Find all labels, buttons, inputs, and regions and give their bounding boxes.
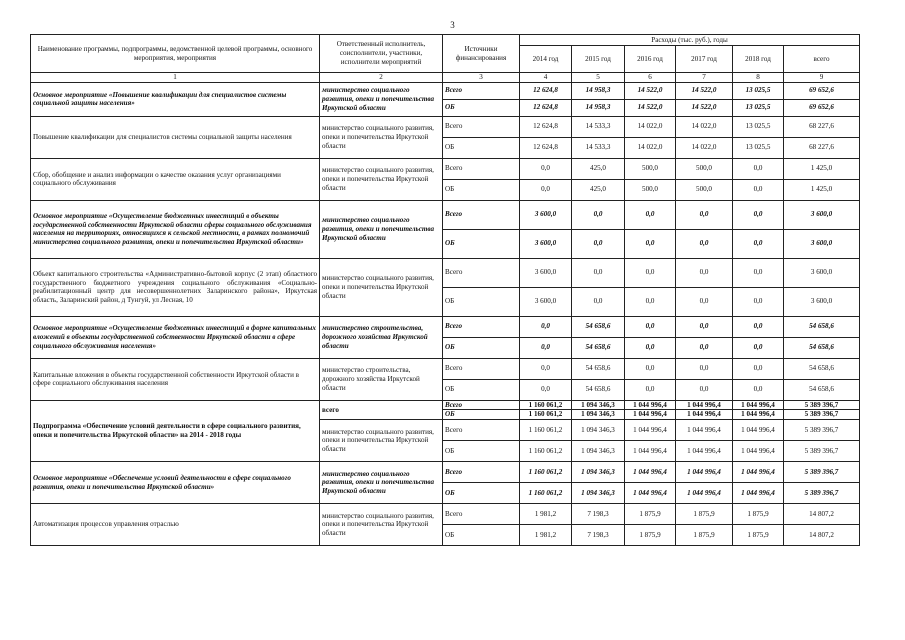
cell-value: 54 658,6: [572, 337, 625, 358]
cell-value: 1 044 996,4: [625, 441, 676, 462]
col-number: 6: [625, 73, 676, 83]
cell-value: 1 044 996,4: [733, 462, 784, 483]
cell-value: 0,0: [733, 358, 784, 379]
cell-value: 425,0: [572, 179, 625, 200]
cell-value: 1 875,9: [625, 504, 676, 525]
row-source: Всего: [443, 504, 520, 525]
cell-total: 3 600,0: [784, 258, 860, 287]
cell-value: 500,0: [676, 179, 733, 200]
cell-value: 0,0: [733, 229, 784, 258]
row-executor: министерство строительства, дорожного хозяйства Иркутской области: [320, 358, 443, 400]
col-number: 7: [676, 73, 733, 83]
row-name: Основное мероприятие «Осуществление бюджетных инвестиций в форме капитальных вложений в объекты государственной собственности Иркутской области в сфере социального обслуживания населения»: [31, 316, 320, 358]
row-source: ОБ: [443, 441, 520, 462]
cell-total: 54 658,6: [784, 316, 860, 337]
cell-value: 1 044 996,4: [676, 441, 733, 462]
table-row: [31, 200, 860, 229]
row-name: Основное мероприятие «Повышение квалификации для специалистов системы социальной защиты населения»: [31, 82, 320, 116]
cell-value: 1 044 996,4: [676, 462, 733, 483]
cell-value: 1 044 996,4: [676, 420, 733, 441]
header-year: 2018 год: [733, 46, 784, 73]
cell-value: 0,0: [520, 337, 572, 358]
cell-value: 1 160 061,2: [520, 441, 572, 462]
cell-value: 0,0: [572, 229, 625, 258]
cell-value: 0,0: [733, 179, 784, 200]
col-number: 1: [31, 73, 320, 83]
cell-value: 7 198,3: [572, 504, 625, 525]
row-source: Всего: [443, 358, 520, 379]
row-source: Всего: [443, 420, 520, 441]
cell-value: 0,0: [676, 379, 733, 400]
header-year: 2017 год: [676, 46, 733, 73]
table-row: [31, 258, 860, 287]
cell-value: 1 044 996,4: [733, 410, 784, 420]
cell-value: 500,0: [676, 158, 733, 179]
cell-value: 7 198,3: [572, 525, 625, 546]
row-source: ОБ: [443, 410, 520, 420]
table-row: [31, 158, 860, 179]
budget-table: [30, 34, 860, 546]
cell-value: 12 624,8: [520, 116, 572, 137]
row-source: ОБ: [443, 137, 520, 158]
table-row: [31, 504, 860, 525]
cell-value: 0,0: [625, 379, 676, 400]
cell-value: 0,0: [625, 316, 676, 337]
col-number: 2: [320, 73, 443, 83]
cell-value: 1 094 346,3: [572, 462, 625, 483]
row-name: Автоматизация процессов управления отраслью: [31, 504, 320, 546]
cell-value: 13 025,5: [733, 99, 784, 116]
cell-value: 0,0: [733, 287, 784, 316]
cell-value: 14 522,0: [676, 99, 733, 116]
cell-value: 0,0: [676, 287, 733, 316]
cell-total: 5 389 396,7: [784, 462, 860, 483]
row-name: Основное мероприятие «Осуществление бюджетных инвестиций в объекты государственной собственности Иркутской области сферы социального обслуживания населения на территориях, относящихся к сельской местности, в рамках полномочий министерства социального развития, опеки и попечительства Иркутской области»: [31, 200, 320, 258]
cell-value: 14 522,0: [625, 99, 676, 116]
cell-value: 0,0: [733, 258, 784, 287]
row-name: Повышение квалификации для специалистов системы социальной защиты населения: [31, 116, 320, 158]
cell-value: 0,0: [625, 287, 676, 316]
row-source: Всего: [443, 82, 520, 99]
cell-value: 3 600,0: [520, 200, 572, 229]
cell-value: 0,0: [676, 258, 733, 287]
cell-value: 0,0: [625, 229, 676, 258]
cell-value: 14 533,3: [572, 137, 625, 158]
cell-value: 1 044 996,4: [625, 462, 676, 483]
cell-total: 5 389 396,7: [784, 441, 860, 462]
row-source: ОБ: [443, 525, 520, 546]
col-number: 4: [520, 73, 572, 83]
row-source: ОБ: [443, 287, 520, 316]
cell-value: 0,0: [625, 258, 676, 287]
cell-value: 0,0: [733, 158, 784, 179]
cell-value: 14 522,0: [625, 82, 676, 99]
row-executor: министерство социального развития, опеки и попечительства Иркутской области: [320, 258, 443, 316]
cell-value: 1 981,2: [520, 504, 572, 525]
cell-value: 0,0: [572, 258, 625, 287]
table-row: [31, 316, 860, 337]
table-row: [31, 358, 860, 379]
cell-value: 0,0: [520, 158, 572, 179]
cell-value: 54 658,6: [572, 358, 625, 379]
cell-value: 1 044 996,4: [625, 420, 676, 441]
cell-value: 1 160 061,2: [520, 483, 572, 504]
col-number: 9: [784, 73, 860, 83]
cell-value: 0,0: [676, 337, 733, 358]
cell-value: 1 044 996,4: [625, 483, 676, 504]
cell-value: 1 044 996,4: [625, 400, 676, 410]
table-row: [31, 400, 860, 410]
cell-value: 14 958,3: [572, 99, 625, 116]
cell-value: 1 044 996,4: [625, 410, 676, 420]
cell-total: 3 600,0: [784, 229, 860, 258]
cell-total: 5 389 396,7: [784, 420, 860, 441]
row-source: Всего: [443, 316, 520, 337]
cell-value: 1 094 346,3: [572, 410, 625, 420]
cell-total: 1 425,0: [784, 179, 860, 200]
page-number: 3: [450, 20, 455, 30]
cell-total: 5 389 396,7: [784, 410, 860, 420]
cell-value: 0,0: [572, 287, 625, 316]
subprogram-name: Подпрограмма «Обеспечение условий деятельности в сфере социального развития, опеки и попечительства Иркутской области» на 2014 - 2018 годы: [31, 400, 320, 461]
row-executor: министерство социального развития, опеки и попечительства Иркутской области: [320, 504, 443, 546]
cell-value: 3 600,0: [520, 258, 572, 287]
cell-total: 1 425,0: [784, 158, 860, 179]
cell-value: 1 044 996,4: [733, 400, 784, 410]
row-source: ОБ: [443, 337, 520, 358]
cell-value: 1 044 996,4: [676, 483, 733, 504]
cell-value: 13 025,5: [733, 116, 784, 137]
cell-value: 1 044 996,4: [733, 483, 784, 504]
cell-value: 1 160 061,2: [520, 462, 572, 483]
row-executor: министерство социального развития, опеки и попечительства Иркутской области: [320, 420, 443, 462]
header-name: Наименование программы, подпрограммы, ведомственной целевой программы, основного мероприятия, мероприятия: [31, 35, 320, 73]
row-executor: министерство социального развития, опеки и попечительства Иркутской области: [320, 116, 443, 158]
row-source: ОБ: [443, 229, 520, 258]
row-source: Всего: [443, 258, 520, 287]
row-executor: министерство строительства, дорожного хозяйства Иркутской области: [320, 316, 443, 358]
cell-value: 0,0: [676, 316, 733, 337]
cell-total: 54 658,6: [784, 358, 860, 379]
cell-value: 0,0: [733, 337, 784, 358]
cell-total: 5 389 396,7: [784, 400, 860, 410]
col-number: 8: [733, 73, 784, 83]
row-source: Всего: [443, 116, 520, 137]
header-year: 2016 год: [625, 46, 676, 73]
cell-value: 1 875,9: [625, 525, 676, 546]
cell-value: 1 875,9: [676, 504, 733, 525]
cell-value: 14 022,0: [625, 137, 676, 158]
cell-value: 0,0: [625, 358, 676, 379]
table-row: [31, 462, 860, 483]
cell-total: 68 227,6: [784, 116, 860, 137]
cell-total: 54 658,6: [784, 379, 860, 400]
row-executor: министерство социального развития, опеки и попечительства Иркутской области: [320, 200, 443, 258]
header-source: Источники финансирования: [443, 35, 520, 73]
col-number: 5: [572, 73, 625, 83]
cell-value: 3 600,0: [520, 229, 572, 258]
cell-value: 1 044 996,4: [733, 420, 784, 441]
cell-value: 0,0: [733, 379, 784, 400]
row-name: Сбор, обобщение и анализ информации о качестве оказания услуг организациями социального обслуживания: [31, 158, 320, 200]
cell-value: 1 160 061,2: [520, 420, 572, 441]
cell-value: 500,0: [625, 158, 676, 179]
cell-value: 1 044 996,4: [733, 441, 784, 462]
row-source: Всего: [443, 200, 520, 229]
cell-value: 0,0: [520, 379, 572, 400]
cell-total: 14 807,2: [784, 504, 860, 525]
cell-value: 1 044 996,4: [676, 410, 733, 420]
row-name: Объект капитального строительства «Административно-бытовой корпус (2 этап) областного государственного бюджетного учреждения социального обслуживания «Социально-реабилитационный центр для несовершеннолетних Заларинского района», Иркутская область, Заларинский район, д Тунгуй, ул Лесная, 10: [31, 258, 320, 316]
cell-value: 0,0: [520, 316, 572, 337]
cell-value: 1 044 996,4: [676, 400, 733, 410]
cell-value: 13 025,5: [733, 137, 784, 158]
cell-value: 425,0: [572, 158, 625, 179]
cell-total: 69 652,6: [784, 99, 860, 116]
cell-value: 14 958,3: [572, 82, 625, 99]
row-executor: министерство социального развития, опеки и попечительства Иркутской области: [320, 82, 443, 116]
cell-total: 3 600,0: [784, 200, 860, 229]
cell-value: 1 094 346,3: [572, 400, 625, 410]
row-source: ОБ: [443, 379, 520, 400]
cell-value: 54 658,6: [572, 379, 625, 400]
cell-value: 0,0: [676, 358, 733, 379]
cell-value: 0,0: [676, 229, 733, 258]
cell-value: 13 025,5: [733, 82, 784, 99]
cell-value: 1 875,9: [733, 504, 784, 525]
cell-value: 0,0: [733, 200, 784, 229]
row-source: Всего: [443, 462, 520, 483]
table-row: [31, 82, 860, 99]
cell-total: 68 227,6: [784, 137, 860, 158]
header-executor: Ответственный исполнитель, соисполнители, участники, исполнители мероприятий: [320, 35, 443, 73]
cell-value: 1 981,2: [520, 525, 572, 546]
col-number: 3: [443, 73, 520, 83]
cell-value: 1 160 061,2: [520, 400, 572, 410]
row-source: ОБ: [443, 179, 520, 200]
cell-value: 0,0: [520, 179, 572, 200]
cell-value: 14 533,3: [572, 116, 625, 137]
header-expenses: Расходы (тыс. руб.), годы: [520, 35, 860, 46]
cell-value: 1 094 346,3: [572, 483, 625, 504]
cell-value: 14 522,0: [676, 82, 733, 99]
cell-value: 12 624,8: [520, 82, 572, 99]
cell-value: 14 022,0: [676, 116, 733, 137]
cell-value: 3 600,0: [520, 287, 572, 316]
cell-value: 14 022,0: [625, 116, 676, 137]
row-name: Основное мероприятие «Обеспечение условий деятельности в сфере социального развития, опеки и попечительства Иркутской области»: [31, 462, 320, 504]
row-source: ОБ: [443, 99, 520, 116]
header-total: всего: [784, 46, 860, 73]
table-row: [31, 116, 860, 137]
header-year: 2015 год: [572, 46, 625, 73]
cell-total: 3 600,0: [784, 287, 860, 316]
cell-value: 0,0: [572, 200, 625, 229]
row-source: Всего: [443, 158, 520, 179]
row-source: Всего: [443, 400, 520, 410]
cell-value: 0,0: [625, 200, 676, 229]
row-executor: министерство социального развития, опеки и попечительства Иркутской области: [320, 158, 443, 200]
cell-value: 1 875,9: [733, 525, 784, 546]
table-body: [31, 82, 860, 545]
row-source: ОБ: [443, 483, 520, 504]
cell-value: 1 160 061,2: [520, 410, 572, 420]
cell-value: 0,0: [676, 200, 733, 229]
cell-value: 500,0: [625, 179, 676, 200]
cell-value: 0,0: [520, 358, 572, 379]
cell-value: 1 094 346,3: [572, 441, 625, 462]
row-name: Капитальные вложения в объекты государственной собственности Иркутской области в сфере социального обслуживания населения: [31, 358, 320, 400]
cell-total: 69 652,6: [784, 82, 860, 99]
cell-total: 14 807,2: [784, 525, 860, 546]
cell-value: 0,0: [625, 337, 676, 358]
header-year: 2014 год: [520, 46, 572, 73]
cell-value: 12 624,8: [520, 137, 572, 158]
row-executor: всего: [320, 400, 443, 419]
cell-value: 1 875,9: [676, 525, 733, 546]
cell-value: 12 624,8: [520, 99, 572, 116]
cell-value: 54 658,6: [572, 316, 625, 337]
cell-total: 5 389 396,7: [784, 483, 860, 504]
cell-value: 0,0: [733, 316, 784, 337]
cell-total: 54 658,6: [784, 337, 860, 358]
row-executor: министерство социального развития, опеки и попечительства Иркутской области: [320, 462, 443, 504]
cell-value: 1 094 346,3: [572, 420, 625, 441]
cell-value: 14 022,0: [676, 137, 733, 158]
